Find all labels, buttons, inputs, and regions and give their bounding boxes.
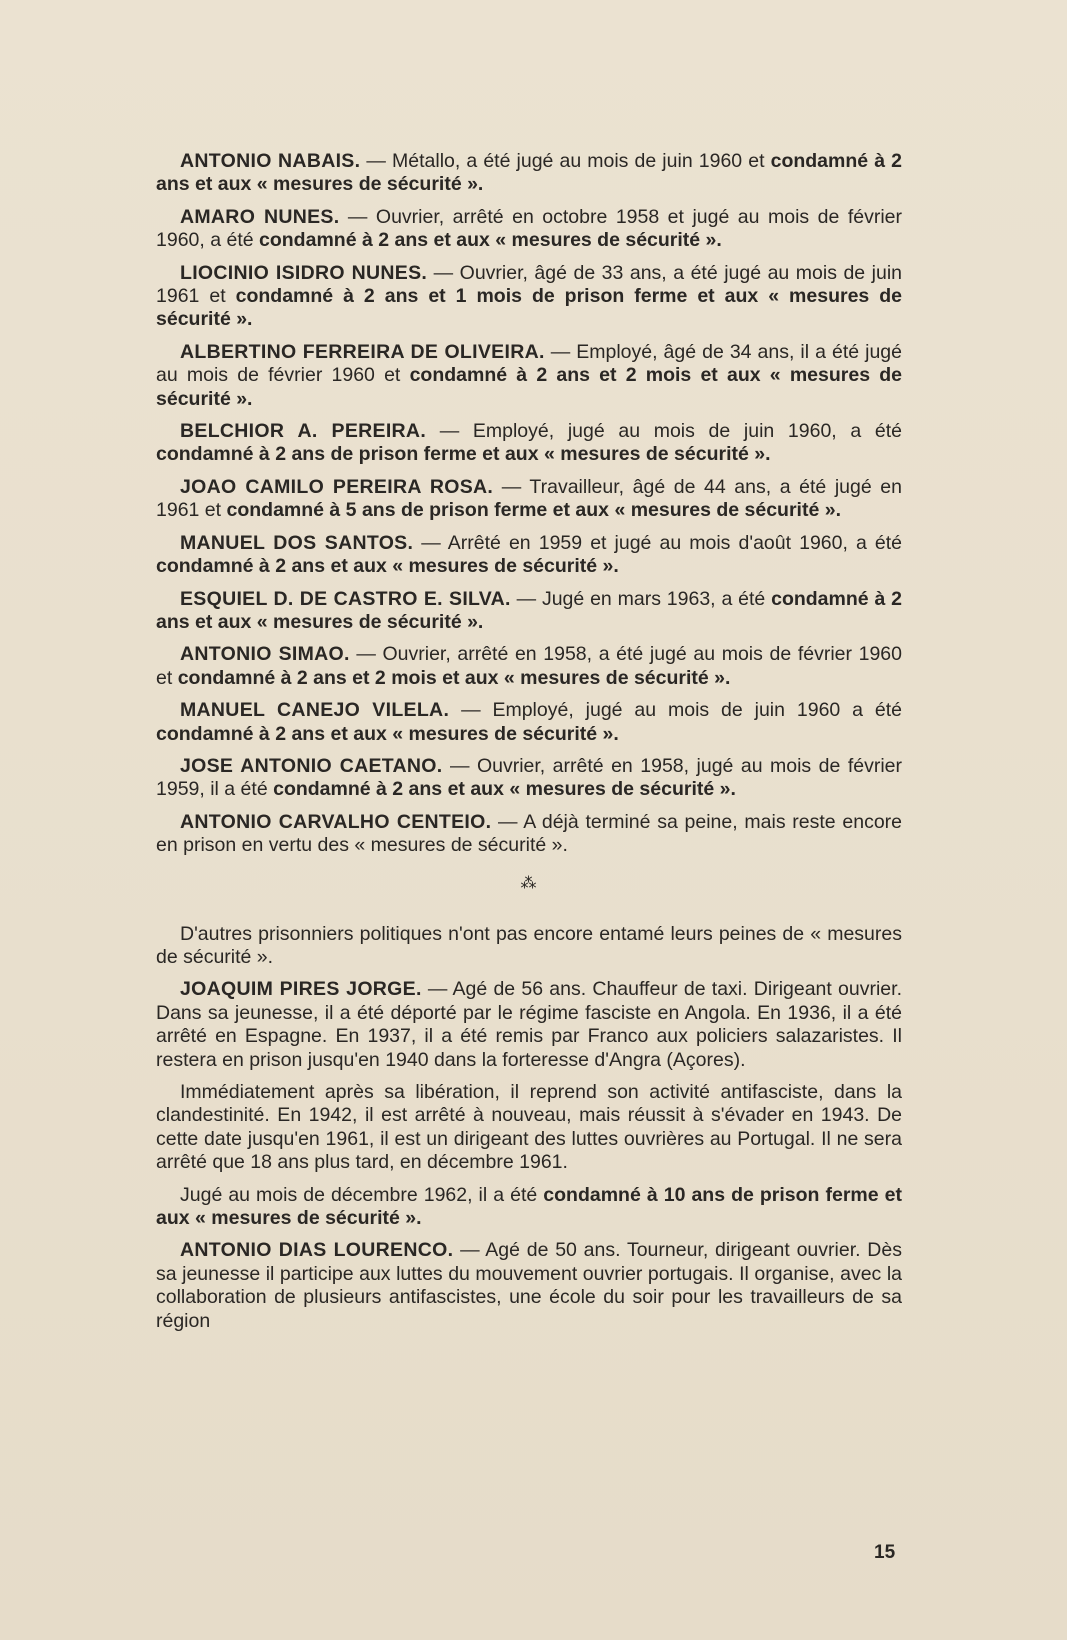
sentence-text: condamné à 2 ans et aux « mesures de sécurité ». <box>273 778 736 801</box>
prisoner-description: — Travailleur, âgé de 44 ans, a été jugé en 1961 et <box>156 475 902 522</box>
sentence-text: condamné à 2 ans et aux « mesures de sécurité ». <box>156 587 902 633</box>
sentence-text: condamné à 2 ans et 2 mois et aux « mesures de sécurité ». <box>177 666 731 689</box>
prisoner-name: ESQUIEL D. DE CASTRO E. SILVA. <box>180 587 511 610</box>
prisoner-name: JOAO CAMILO PEREIRA ROSA. <box>180 475 494 498</box>
prisoner-description: — Ouvrier, arrêté en 1958, a été jugé au mois de février 1960 et <box>156 643 903 689</box>
sentence-text: condamné à 2 ans et 1 mois de prison ferme et aux « mesures de sécurité ». <box>156 285 902 331</box>
prisoner-entry <box>156 811 902 858</box>
prisoner-name: ANTONIO NABAIS. <box>180 150 361 172</box>
jorge-paragraph-3 <box>156 1184 902 1231</box>
sentence-text: condamné à 5 ans de prison ferme et aux « mesures de sécurité ». <box>226 499 841 522</box>
text-column <box>156 150 902 1342</box>
prisoner-description: — Ouvrier, arrêté en octobre 1958 et jugé au mois de février 1960, a été <box>156 205 902 252</box>
prisoner-entry <box>156 150 902 197</box>
prisoner-entry <box>156 643 902 690</box>
prisoner-name: LIOCINIO ISIDRO NUNES. <box>180 261 428 284</box>
prisoner-name: ANTONIO SIMAO. <box>180 643 350 666</box>
sentence-text: condamné à 2 ans et 2 mois et aux « mesures de sécurité ». <box>156 364 902 410</box>
prisoner-entry <box>156 588 902 635</box>
prisoner-entry <box>156 341 902 411</box>
sentence-text: condamné à 2 ans et aux « mesures de sécurité ». <box>156 150 902 196</box>
sentence-text: condamné à 2 ans et aux « mesures de sécurité ». <box>156 722 619 745</box>
prisoner-description: — Jugé en mars 1963, a été <box>510 587 772 610</box>
prisoner-description: — A déjà terminé sa peine, mais reste encore en prison en vertu des « mesures de sécurité ». <box>156 810 902 857</box>
prisoner-entry <box>156 532 902 579</box>
prisoner-name: BELCHIOR A. PEREIRA. <box>180 420 427 443</box>
prisoner-entry <box>156 699 902 746</box>
prisoner-list <box>156 150 902 858</box>
prisoner-description: — Ouvrier, arrêté en 1958, jugé au mois de février 1959, il a été <box>156 754 902 801</box>
prisoner-name: JOSE ANTONIO CAETANO. <box>180 754 443 777</box>
sentence-intro: Jugé au mois de décembre 1962, il a été <box>180 1183 544 1206</box>
prisoner-entry <box>156 420 902 467</box>
prisoner-name: MANUEL DOS SANTOS. <box>180 531 414 554</box>
prisoner-entry <box>156 755 902 802</box>
prisoner-entry <box>156 476 902 523</box>
prisoner-entry <box>156 206 902 253</box>
prisoner-name: JOAQUIM PIRES JORGE. <box>180 978 422 1001</box>
prisoner-description: — Agé de 50 ans. Tourneur, dirigeant ouvrier. Dès sa jeunesse il participe aux luttes du mouvement ouvrier portugais. Il organise, avec la collaboration de plusieurs antifascistes, une école du soir pour les travailleurs de sa région <box>156 1239 902 1332</box>
prisoner-name: ANTONIO CARVALHO CENTEIO. <box>180 810 492 833</box>
page-number: 15 <box>874 1542 896 1563</box>
jorge-paragraph-1 <box>156 978 902 1072</box>
jorge-paragraph-2: Immédiatement après sa libération, il reprend son activité antifasciste, dans la clandestinité. En 1942, il est arrêté à nouveau, mais réussit à s'évader en 1943. De cette date jusqu'en 1961, il est un dirigeant des luttes ouvrières au Portugal. Il ne sera arrêté que 18 ans plus tard, en décembre 1961. <box>156 1081 902 1174</box>
prisoner-entry <box>156 262 902 332</box>
prisoner-description: — Ouvrier, âgé de 33 ans, a été jugé au mois de juin 1961 et <box>156 261 903 308</box>
sentence-text: condamné à 2 ans et aux « mesures de sécurité ». <box>259 229 722 252</box>
prisoner-description: — Agé de 56 ans. Chauffeur de taxi. Dirigeant ouvrier. Dans sa jeunesse, il a été déporté par le régime fasciste en Angola. En 1936, il a été arrêté en Espagne. En 1937, il a été remis par Franco aux policiers salazaristes. Il restera en prison jusqu'en 1940 dans la forteresse d'Angra (Açores). <box>156 978 902 1071</box>
prisoner-description: — Arrêté en 1959 et jugé au mois d'août 1960, a été <box>413 531 903 554</box>
sentence-text: condamné à 2 ans et aux « mesures de sécurité ». <box>156 555 619 578</box>
lourenco-paragraph <box>156 1239 902 1333</box>
prisoner-name: ALBERTINO FERREIRA DE OLIVEIRA. <box>180 340 545 363</box>
prisoner-name: MANUEL CANEJO VILELA. <box>180 699 450 722</box>
prisoner-description: — Employé, âgé de 34 ans, il a été jugé au mois de février 1960 et <box>156 340 902 387</box>
prisoner-description: — Employé, jugé au mois de juin 1960 a été <box>449 699 902 722</box>
prisoner-name: AMARO NUNES. <box>180 205 340 228</box>
intro-paragraph: D'autres prisonniers politiques n'ont pas encore entamé leurs peines de « mesures de sécurité ». <box>156 922 902 968</box>
prisoner-description: — Métallo, a été jugé au mois de juin 1960 et <box>360 150 771 172</box>
prisoner-name: ANTONIO DIAS LOURENCO. <box>180 1239 454 1262</box>
prisoner-description: — Employé, jugé au mois de juin 1960, a été <box>426 420 902 443</box>
sentence-text: condamné à 10 ans de prison ferme et aux « mesures de sécurité ». <box>156 1183 902 1230</box>
section-separator: ⁂ <box>520 874 538 892</box>
sentence-text: condamné à 2 ans de prison ferme et aux « mesures de sécurité ». <box>156 443 771 466</box>
